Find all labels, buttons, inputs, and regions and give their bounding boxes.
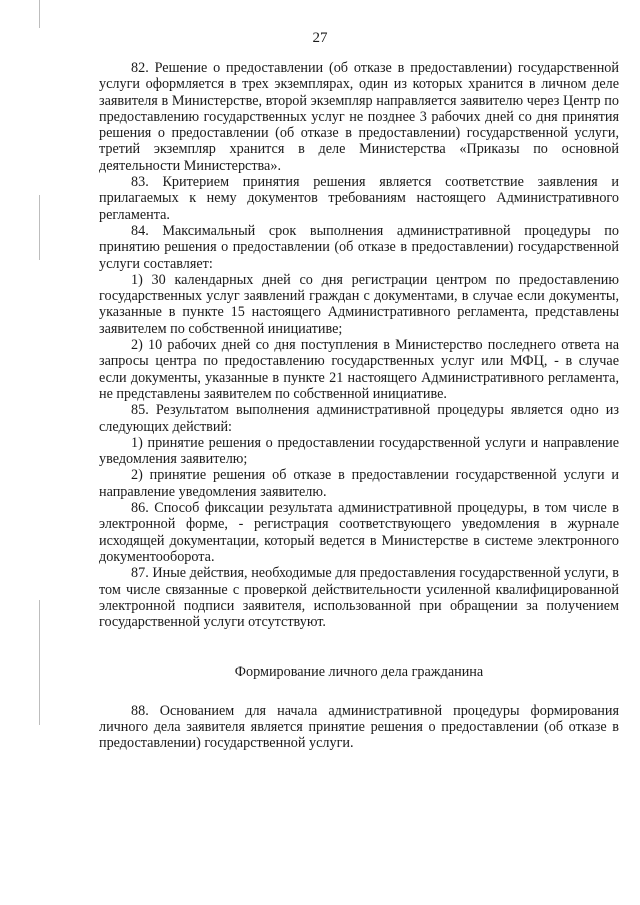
paragraph-85: 85. Результатом выполнения административной процедуры является одно из следующих действий: bbox=[99, 402, 619, 435]
paragraph-85-item-1: 1) принятие решения о предоставлении государственной услуги и направление уведомления заявителю; bbox=[99, 434, 619, 468]
paragraph-84: 84. Максимальный срок выполнения административной процедуры по принятию решения о предоставлении (об отказе в предоставлении) государственной услуги составляет: bbox=[99, 222, 619, 272]
paragraph-84-item-1: 1) 30 календарных дней со дня регистрации центром по предоставлению государственных услуг заявлений граждан с документами, в случае если документы, указанные в пункте 15 настоящего Административного регламента, представлены заявителем по собственной инициативе; bbox=[99, 271, 619, 337]
paragraph-86: 86. Способ фиксации результата административной процедуры, в том числе в электронной форме, - регистрация соответствующего уведомления в журнале исходящей документации, который ведется в Министерстве в системе электронного документооборота. bbox=[99, 500, 619, 565]
paragraph-83: 83. Критерием принятия решения является соответствие заявления и прилагаемых к нему документов требованиям настоящего Административного регламента. bbox=[99, 174, 619, 223]
scan-edge-line bbox=[39, 0, 40, 28]
paragraph-85-item-2: 2) принятие решения об отказе в предоставлении государственной услуги и направление уведомления заявителю. bbox=[99, 467, 619, 500]
paragraph-84-item-2: 2) 10 рабочих дней со дня поступления в Министерство последнего ответа на запросы центра по предоставлению государственных услуг или МФЦ, - в случае если документы, указанные в пункте 21 настоящего Административного регламента, не представлены заявителем по собственной инициативе. bbox=[99, 337, 619, 402]
page-number: 27 bbox=[312, 30, 328, 46]
paragraph-88: 88. Основанием для начала административной процедуры формирования личного дела заявителя является принятие решения о предоставлении (об отказе в предоставлении) государственной услуги. bbox=[99, 702, 619, 752]
scan-edge-line bbox=[39, 195, 40, 260]
scan-edge-line bbox=[39, 600, 40, 725]
document-body bbox=[99, 60, 619, 752]
section-heading: Формирование личного дела гражданина bbox=[234, 664, 484, 681]
paragraph-82: 82. Решение о предоставлении (об отказе в предоставлении) государственной услуги оформляется в трех экземплярах, один из которых хранится в личном деле заявителя в Министерстве, второй экземпляр направляется заявителю через Центр по предоставлению государственных услуг не позднее 3 рабочих дней со дня принятия решения о предоставлении (об отказе в предоставлении) государственной услуги, третий экземпляр хранится в деле Министерства «Приказы по основной деятельности Министерства». bbox=[99, 60, 619, 174]
paragraph-87: 87. Иные действия, необходимые для предоставления государственной услуги, в том числе связанные с проверкой действительности усиленной квалифицированной электронной подписи заявителя, использованной при обращении за получением государственной услуги отсутствуют. bbox=[99, 565, 619, 631]
